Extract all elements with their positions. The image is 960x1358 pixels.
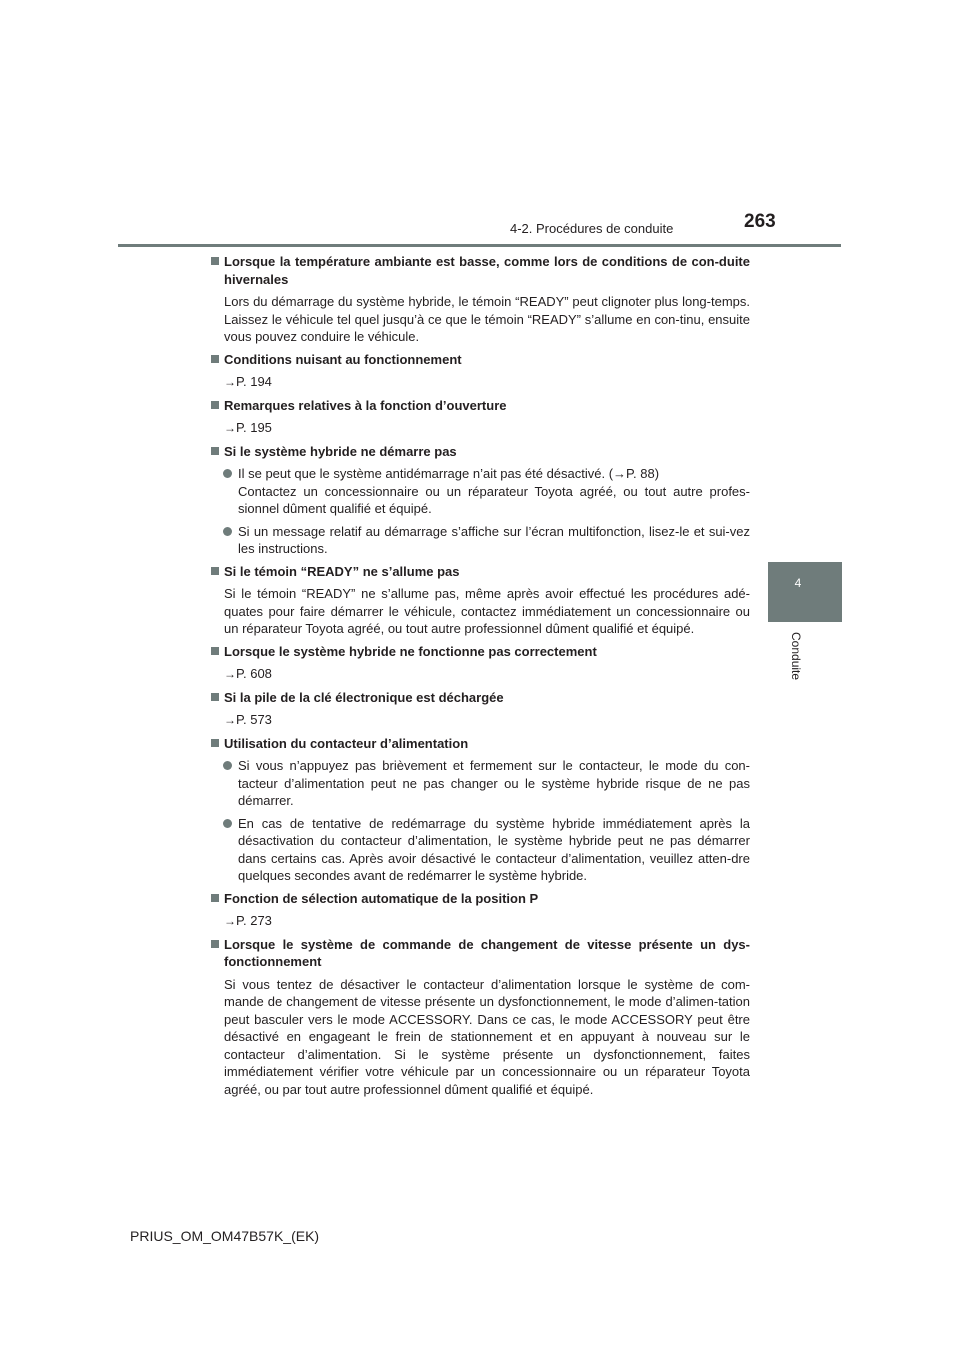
bullet-dot-icon <box>223 761 232 770</box>
header-divider <box>118 244 841 247</box>
bullet-text: Si vous n’appuyez pas brièvement et fermement sur le contacteur, le mode du con-tacteur d’alimentation peut ne pas changer ou le système hybride risque de ne pas démarrer. <box>238 758 750 808</box>
section-heading-text: Utilisation du contacteur d’alimentation <box>224 735 469 751</box>
page-reference <box>210 665 750 684</box>
page-reference <box>210 419 750 438</box>
section-heading <box>210 643 750 661</box>
section-heading-text: Si la pile de la clé électronique est déchargée <box>224 689 504 705</box>
section-heading-text: Si le système hybride ne démarre pas <box>224 443 457 459</box>
header-section-title: 4-2. Procédures de conduite <box>510 221 674 236</box>
page-content <box>210 253 750 1103</box>
section-heading <box>210 689 750 707</box>
arrow-right-icon: → <box>224 713 236 727</box>
section-paragraph: Si le témoin “READY” ne s’allume pas, même après avoir effectué les procédures adé-quates pour faire démarrer le véhicule, contactez immédiatement un concessionnaire ou un réparateur Toyota agréé, ou tout autre professionnel dûment qualifié et équipé. <box>224 586 750 636</box>
section-heading-text: Remarques relatives à la fonction d’ouverture <box>224 397 507 413</box>
arrow-right-icon: → <box>224 421 236 435</box>
heading-square-icon <box>211 647 219 655</box>
section-heading-text: Conditions nuisant au fonctionnement <box>224 351 462 367</box>
page-reference-link[interactable]: P. 608 <box>236 666 272 681</box>
section-heading-text: Si le témoin “READY” ne s’allume pas <box>224 563 460 579</box>
section-heading <box>210 443 750 461</box>
bullet-dot-icon <box>223 819 232 828</box>
page-number: 263 <box>744 211 776 232</box>
section-heading-text: Lorsque le système de commande de changement de vitesse présente un dys-fonctionnement <box>224 936 750 969</box>
bullet-item <box>210 815 750 885</box>
heading-square-icon <box>211 447 219 455</box>
section-heading-text: Lorsque la température ambiante est basse, comme lors de conditions de con-duite hivernales <box>224 254 750 287</box>
heading-square-icon <box>211 257 219 265</box>
heading-square-icon <box>211 567 219 575</box>
chapter-tab-number: 4 <box>794 576 802 590</box>
bullet-text-continued: Contactez un concessionnaire ou un réparateur Toyota agréé, ou tout autre profes-sionnel dûment qualifié et équipé. <box>238 483 750 516</box>
page-reference-link[interactable]: P. 573 <box>236 712 272 727</box>
arrow-right-icon: → <box>224 667 236 681</box>
bullet-text: Il se peut que le système antidémarrage n’ait pas été désactivé. (→P. 88) <box>238 466 660 481</box>
heading-square-icon <box>211 401 219 409</box>
section-heading <box>210 563 750 581</box>
heading-square-icon <box>211 693 219 701</box>
bullet-dot-icon <box>223 469 232 478</box>
section-heading <box>210 735 750 753</box>
heading-square-icon <box>211 355 219 363</box>
arrow-right-icon: → <box>224 375 236 389</box>
chapter-tab-label <box>786 632 804 692</box>
bullet-text: En cas de tentative de redémarrage du système hybride immédiatement après la désactivation du contacteur d’alimentation, le système hybride peut ne pas démarrer dans certains cas. Après avoir désactivé le contacteur d’alimentation, veuillez atten-dre quelques secondes avant de redémarrer le système hybride. <box>238 815 750 883</box>
page-reference <box>210 711 750 730</box>
section-paragraph: Lors du démarrage du système hybride, le témoin “READY” peut clignoter plus long-temps. Laissez le véhicule tel quel jusqu’à ce que le témoin “READY” s’allume en con-tinu, ensuite vous pouvez conduire le véhicule. <box>224 294 750 344</box>
section-heading <box>210 253 750 288</box>
document-code: PRIUS_OM_OM47B57K_(EK) <box>130 1228 320 1244</box>
bullet-item <box>210 465 750 518</box>
bullet-item <box>210 523 750 558</box>
chapter-tab <box>768 562 842 622</box>
section-heading <box>210 351 750 369</box>
arrow-right-icon: → <box>224 914 236 928</box>
section-heading <box>210 936 750 971</box>
heading-square-icon <box>211 940 219 948</box>
heading-square-icon <box>211 739 219 747</box>
section-heading-text: Fonction de sélection automatique de la position P <box>224 890 539 906</box>
page-reference-link[interactable]: P. 273 <box>236 913 272 928</box>
page-reference-link[interactable]: P. 195 <box>236 420 272 435</box>
page-reference <box>210 912 750 931</box>
bullet-text: Si un message relatif au démarrage s’affiche sur l’écran multifonction, lisez-le et sui-vez les instructions. <box>238 523 750 556</box>
section-paragraph: Si vous tentez de désactiver le contacteur d’alimentation lorsque le système de com-mande de changement de vitesse présente un dysfonctionnement, le mode d’alimen-tation peut basculer vers le mode ACCESSORY. Dans ce cas, le mode ACCESSORY peut être désactivé en engageant le frein de stationnement et en appuyant à nouveau sur le contacteur d’alimentation. Si le système présente un dysfonctionnement, faites immédiatement vérifier votre véhicule par un concessionnaire ou un réparateur Toyota agréé, ou par tout autre professionnel dûment qualifié et équipé. <box>224 976 750 1097</box>
heading-square-icon <box>211 894 219 902</box>
page-reference-link[interactable]: P. 194 <box>236 374 272 389</box>
bullet-dot-icon <box>223 527 232 536</box>
section-heading <box>210 397 750 415</box>
chapter-tab-label-text: Conduite <box>789 632 803 681</box>
section-heading <box>210 890 750 908</box>
page-reference <box>210 373 750 392</box>
bullet-item <box>210 757 750 810</box>
section-heading-text: Lorsque le système hybride ne fonctionne pas correctement <box>224 643 597 659</box>
